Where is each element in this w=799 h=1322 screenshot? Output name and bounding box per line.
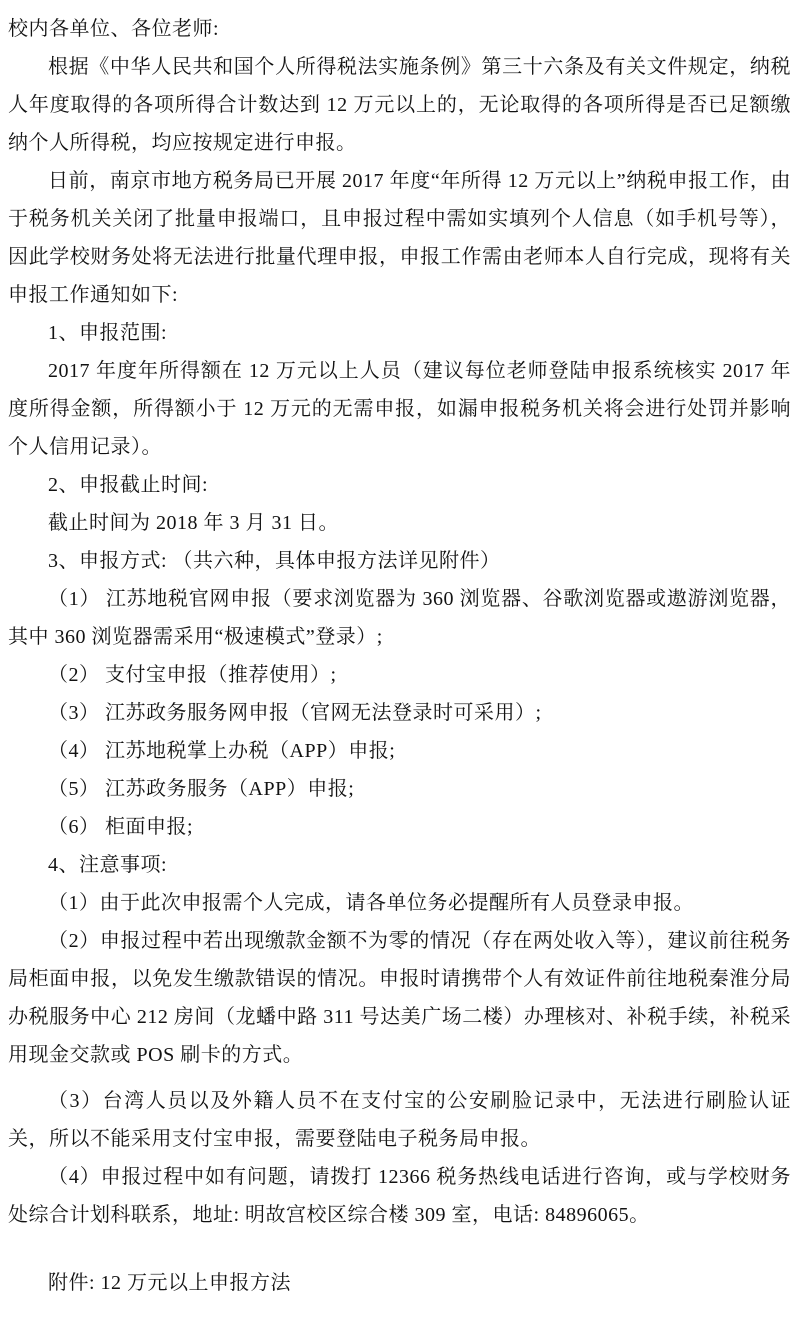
section3-title: 3、申报方式: （共六种，具体申报方法详见附件）: [48, 550, 501, 572]
method-item-1: （1） 江苏地税官网申报（要求浏览器为 360 浏览器、谷歌浏览器或遨游浏览器，其中 360 浏览器需采用“极速模式”登录）;: [8, 588, 791, 648]
section2-body: 截止时间为 2018 年 3 月 31 日。: [48, 512, 339, 534]
method-item-2: （2） 支付宝申报（推荐使用）;: [48, 664, 337, 686]
section1-title: 1、申报范围:: [48, 322, 168, 344]
note-item-3: （3）台湾人员以及外籍人员不在支付宝的公安刷脸记录中，无法进行刷脸认证关，所以不能采用支付宝申报，需要登陆电子税务局申报。: [8, 1090, 791, 1150]
section1-body: 2017 年度年所得额在 12 万元以上人员（建议每位老师登陆申报系统核实 2017 年度所得金额，所得额小于 12 万元的无需申报，如漏申报税务机关将会进行处罚并影响个人信用记录）。: [8, 360, 791, 458]
method-item-5: （5） 江苏政务服务（APP）申报;: [48, 778, 355, 800]
para-situation: 日前，南京市地方税务局已开展 2017 年度“年所得 12 万元以上”纳税申报工作，由于税务机关关闭了批量申报端口，且申报过程中需如实填列个人信息（如手机号等），因此学校财务处将无法进行批量代理申报，申报工作需由老师本人自行完成，现将有关申报工作通知如下:: [8, 170, 791, 306]
section4-title: 4、注意事项:: [48, 854, 168, 876]
section2-title: 2、申报截止时间:: [48, 474, 209, 496]
note-item-4: （4）申报过程中如有问题，请拨打 12366 税务热线电话进行咨询，或与学校财务处综合计划科联系，地址: 明故宫校区综合楼 309 室，电话: 84896065。: [8, 1166, 791, 1226]
method-item-6: （6） 柜面申报;: [48, 816, 194, 838]
note-item-1: （1）由于此次申报需个人完成，请各单位务必提醒所有人员登录申报。: [48, 892, 694, 914]
method-item-4: （4） 江苏地税掌上办税（APP）申报;: [48, 740, 396, 762]
para-legal-basis: 根据《中华人民共和国个人所得税法实施条例》第三十六条及有关文件规定，纳税人年度取得的各项所得合计数达到 12 万元以上的，无论取得的各项所得是否已足额缴纳个人所得税，均应按规定进行申报。: [8, 56, 791, 154]
salutation: 校内各单位、各位老师:: [8, 18, 220, 40]
note-item-2: （2）申报过程中若出现缴款金额不为零的情况（存在两处收入等），建议前往税务局柜面申报，以免发生缴款错误的情况。申报时请携带个人有效证件前往地税秦淮分局办税服务中心 212 房间（龙蟠中路 311 号达美广场二楼）办理核对、补税手续，补税采用现金交款或 POS 刷卡的方式。: [8, 930, 791, 1066]
attachment-line: 附件: 12 万元以上申报方法: [48, 1272, 292, 1294]
method-item-3: （3） 江苏政务服务网申报（官网无法登录时可采用）;: [48, 702, 542, 724]
